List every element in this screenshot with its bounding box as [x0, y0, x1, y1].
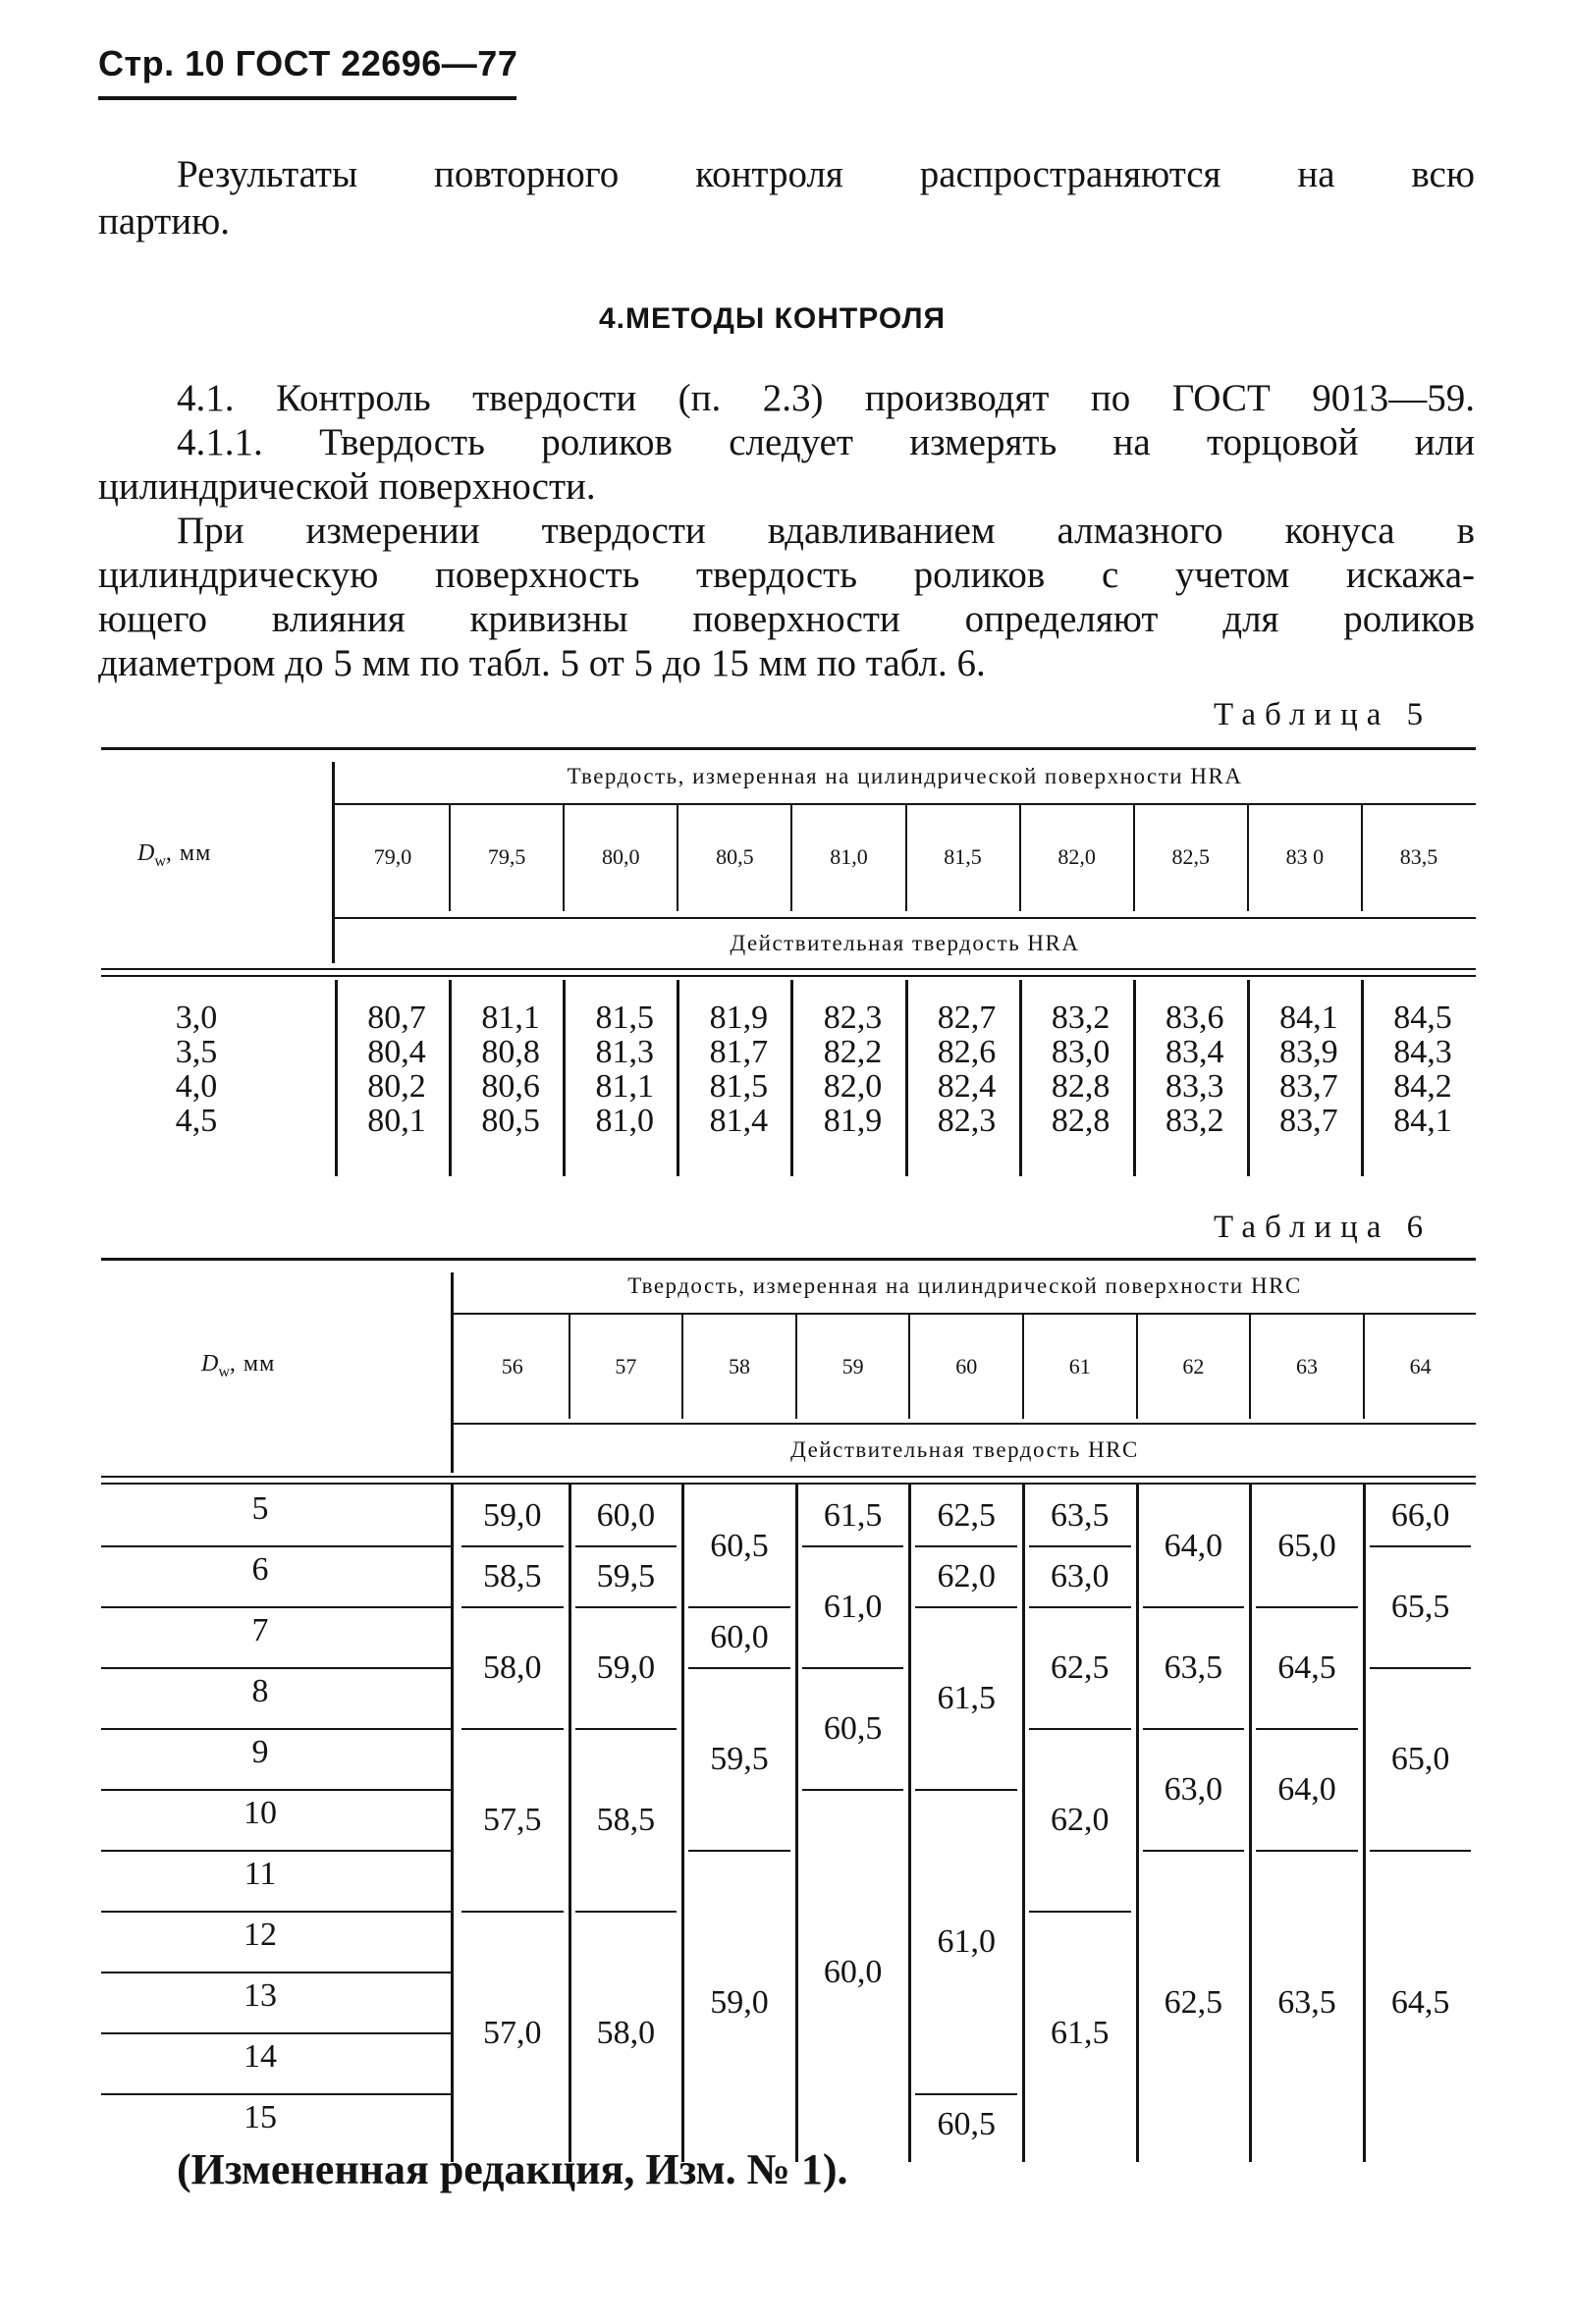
- table6-stub-divider: [451, 1272, 454, 1473]
- table6-group-rule: [575, 1545, 678, 1547]
- table6-header-bottom-rule-b: [101, 1483, 1476, 1485]
- table5-col-header: 82,0: [1057, 844, 1096, 869]
- table5-value-cell: 81,1: [481, 1000, 540, 1036]
- table6-dw-cell: 6: [251, 1551, 269, 1588]
- table6-group-rule: [461, 1606, 564, 1608]
- table6-value-cell: 65,5: [1390, 1589, 1450, 1625]
- table6-group-rule: [1029, 1545, 1131, 1547]
- paragraph-3-line3: ющего влияния кривизны поверхности определяют для роликов: [98, 598, 1475, 640]
- table6-group-rule: [1029, 1606, 1131, 1608]
- table6-dw-cell: 10: [244, 1795, 277, 1831]
- table6-group-rule: [1143, 1728, 1245, 1730]
- table5-col-header: 83 0: [1285, 844, 1325, 869]
- table5-value-cell: 81,1: [595, 1068, 654, 1105]
- table6-col-header: 64: [1409, 1354, 1432, 1378]
- table6-stub-row-rule: [101, 1606, 451, 1608]
- table6-dw-cell: 14: [244, 2038, 277, 2075]
- table6-value-cell: 57,5: [483, 1802, 542, 1838]
- table5-measured-header: Твердость, измеренная на цилиндрической поверхности HRA: [567, 764, 1243, 788]
- table6-body-divider: [1363, 1483, 1366, 2162]
- table5-value-cell: 82,3: [823, 1000, 883, 1036]
- table6-value-cell: 64,5: [1277, 1649, 1336, 1686]
- table6-col-divider: [681, 1315, 683, 1419]
- table6-value-cell: 64,0: [1164, 1528, 1223, 1564]
- table5-caption: Таблица 5: [1214, 697, 1433, 732]
- table6-col-divider: [569, 1315, 570, 1419]
- table6-body-divider: [1249, 1483, 1252, 2162]
- table6-dw-cell: 9: [251, 1734, 269, 1770]
- page-header: Стр. 10 ГОСТ 22696—77: [98, 43, 518, 83]
- paragraph-3-line4: диаметром до 5 мм по табл. 5 от 5 до 15 мм по табл. 6.: [98, 642, 986, 684]
- table6-header-rule-1: [454, 1313, 1476, 1315]
- table6-value-cell: 58,0: [483, 1649, 542, 1686]
- table6-value-cell: 59,0: [596, 1649, 656, 1686]
- table6-group-rule: [1029, 1911, 1131, 1913]
- table6-stub-row-rule: [101, 1545, 451, 1547]
- table5-value-cell: 83,4: [1165, 1034, 1224, 1070]
- table5-value-cell: 82,3: [937, 1103, 997, 1139]
- table6-value-cell: 58,5: [596, 1802, 656, 1838]
- table6-stub-row-rule: [101, 1728, 451, 1730]
- table6-value-cell: 60,0: [823, 1954, 883, 1990]
- table6-col-header: 63: [1295, 1354, 1318, 1378]
- table5-value-cell: 81,7: [709, 1034, 769, 1070]
- table6-value-cell: 60,5: [823, 1710, 883, 1747]
- table6-top-rule: [101, 1258, 1476, 1261]
- table6-col-header: 59: [841, 1354, 864, 1378]
- table6-group-rule: [688, 1667, 790, 1669]
- table5-value-cell: 80,1: [367, 1103, 426, 1139]
- table5-value-cell: 83,3: [1165, 1068, 1224, 1105]
- table6-col-header: 56: [501, 1354, 523, 1378]
- table6-stub-row-rule: [101, 1789, 451, 1791]
- table6-value-cell: 59,5: [710, 1741, 769, 1777]
- table5-value-cell: 81,0: [595, 1103, 654, 1139]
- table6-value-cell: 59,5: [596, 1558, 656, 1594]
- table5-dw-cell: 3,5: [175, 1034, 218, 1070]
- table6-group-rule: [1143, 1606, 1245, 1608]
- table5-value-cell: 81,3: [595, 1034, 654, 1070]
- table6-value-cell: 59,0: [710, 1984, 769, 2021]
- table6-value-cell: 63,0: [1051, 1558, 1110, 1594]
- table6-value-cell: 65,0: [1277, 1528, 1336, 1564]
- table5-value-cell: 82,0: [823, 1068, 883, 1105]
- table5-col-header: 82,5: [1171, 844, 1210, 869]
- table6-group-rule: [1143, 1850, 1245, 1852]
- table6-dw-cell: 11: [244, 1856, 277, 1892]
- table6-group-rule: [1370, 1850, 1472, 1852]
- table6-body-divider: [1136, 1483, 1139, 2162]
- table5-value-cell: 84,3: [1393, 1034, 1452, 1070]
- table5-value-cell: 81,9: [709, 1000, 769, 1036]
- table6-col-header: 57: [615, 1354, 637, 1378]
- table6-group-rule: [1370, 1667, 1472, 1669]
- table6-value-cell: 57,0: [483, 2015, 542, 2051]
- paragraph-3-line2: цилиндрическую поверхность твердость роликов с учетом искажа-: [98, 554, 1475, 596]
- table6-measured-header: Твердость, измеренная на цилиндрической поверхности HRC: [627, 1273, 1302, 1298]
- table5-value-cell: 83,7: [1279, 1068, 1338, 1105]
- table6-dw-cell: 15: [244, 2099, 277, 2135]
- table6-col-divider: [1363, 1315, 1365, 1419]
- table5-col-header: 80,5: [716, 844, 754, 869]
- table6-col-divider: [795, 1315, 797, 1419]
- table6-dw-label: $D_w$, мм: [201, 1351, 276, 1380]
- table6-group-rule: [461, 1545, 564, 1547]
- table6-value-cell: 63,5: [1164, 1649, 1223, 1686]
- table6-group-rule: [1256, 1606, 1358, 1608]
- table6-value-cell: 62,0: [1051, 1802, 1110, 1838]
- table6-group-rule: [915, 1606, 1017, 1608]
- table5-value-cell: 80,2: [367, 1068, 426, 1105]
- table5-value-cell: 80,7: [367, 1000, 426, 1036]
- intro-line-2: партию.: [98, 200, 230, 243]
- table6-value-cell: 64,0: [1277, 1771, 1336, 1808]
- table5-value-cell: 82,6: [937, 1034, 997, 1070]
- table6-value-cell: 60,0: [596, 1497, 656, 1534]
- table6-col-divider: [1022, 1315, 1024, 1419]
- table6-value-cell: 61,5: [823, 1497, 883, 1534]
- table5-value-cell: 84,1: [1279, 1000, 1338, 1036]
- table6-dw-cell: 8: [251, 1673, 269, 1709]
- table5-value-cell: 80,8: [481, 1034, 540, 1070]
- table6-group-rule: [915, 2093, 1017, 2095]
- table6-group-rule: [575, 1911, 678, 1913]
- table5-value-cell: 84,5: [1393, 1000, 1452, 1036]
- table5-dw-cell: 4,5: [175, 1103, 218, 1139]
- table6-value-cell: 66,0: [1390, 1497, 1450, 1534]
- table6-value-cell: 61,5: [1051, 2015, 1110, 2051]
- table5-value-cell: 82,8: [1051, 1068, 1111, 1105]
- table6-body-stub-divider: [451, 1483, 454, 2162]
- table6-value-cell: 61,0: [937, 1923, 996, 1960]
- table6-value-cell: 63,5: [1277, 1984, 1336, 2021]
- table6-group-rule: [688, 1850, 790, 1852]
- table6-group-rule: [575, 1728, 678, 1730]
- paragraph-4-1-1-line1: 4.1.1. Твердость роликов следует измерять на торцовой или: [177, 421, 1475, 463]
- table6-col-divider: [908, 1315, 910, 1419]
- table6-value-cell: 65,0: [1390, 1741, 1450, 1777]
- table5-value-cell: 83,7: [1279, 1103, 1338, 1139]
- table6-group-rule: [802, 1545, 904, 1547]
- table5-dw-cell: 4,0: [175, 1068, 218, 1105]
- table6-group-rule: [575, 1606, 678, 1608]
- table6-col-divider: [1136, 1315, 1138, 1419]
- table5-value-cell: 82,8: [1051, 1103, 1111, 1139]
- table6-group-rule: [461, 1728, 564, 1730]
- table5-col-header: 81,0: [830, 844, 868, 869]
- table5-value-cell: 83,2: [1051, 1000, 1111, 1036]
- table6-col-header: 62: [1182, 1354, 1205, 1378]
- table6-stub-row-rule: [101, 2032, 451, 2034]
- table6-dw-cell: 7: [251, 1612, 269, 1648]
- table6-value-cell: 63,0: [1164, 1771, 1223, 1808]
- table5-dw-cell: 3,0: [175, 1000, 218, 1036]
- table5-value-cell: 81,9: [823, 1103, 883, 1139]
- table5-value-cell: 83,6: [1165, 1000, 1224, 1036]
- table6-dw-cell: 12: [244, 1917, 277, 1953]
- table6-group-rule: [688, 1606, 790, 1608]
- table6-value-cell: 64,5: [1390, 1984, 1450, 2021]
- table6-group-rule: [1370, 1545, 1472, 1547]
- table6-group-rule: [915, 1545, 1017, 1547]
- table6-value-cell: 60,0: [710, 1619, 769, 1655]
- table5-actual-header: Действительная твердость HRA: [730, 931, 1080, 955]
- table6-group-rule: [802, 1789, 904, 1791]
- table5-value-cell: 82,2: [823, 1034, 883, 1070]
- table5-col-header: 81,5: [944, 844, 982, 869]
- table6-dw-cell: 13: [244, 1977, 277, 2014]
- table6-value-cell: 62,0: [937, 1558, 996, 1594]
- table5-dw-label: $D_w$, мм: [137, 840, 212, 870]
- table5-value-cell: 80,5: [481, 1103, 540, 1139]
- table6-value-cell: 61,0: [823, 1589, 883, 1625]
- table6-col-header: 58: [728, 1354, 750, 1378]
- table5-col-header: 79,0: [373, 844, 412, 869]
- table5-col-header: 83,5: [1399, 844, 1438, 869]
- table5-value-cell: 81,5: [709, 1068, 769, 1105]
- table6-value-cell: 60,5: [937, 2106, 996, 2142]
- table5-value-cell: 82,7: [937, 1000, 997, 1036]
- intro-line-1: Результаты повторного контроля распространяются на всю: [177, 153, 1475, 195]
- table6-col-header: 60: [955, 1354, 978, 1378]
- table5-value-cell: 83,0: [1051, 1034, 1111, 1070]
- table5-value-cell: 83,9: [1279, 1034, 1338, 1070]
- table6-header-bottom-rule-a: [101, 1476, 1476, 1478]
- amendment-note: (Измененная редакция, Изм. № 1).: [177, 2145, 848, 2193]
- table6-col-divider: [1249, 1315, 1251, 1419]
- table5-value-cell: 81,5: [595, 1000, 654, 1036]
- table6-value-cell: 58,5: [483, 1558, 542, 1594]
- table5-value-cell: 80,4: [367, 1034, 426, 1070]
- table6-group-rule: [1029, 1728, 1131, 1730]
- table5-value-cell: 82,4: [937, 1068, 997, 1105]
- table6-value-cell: 59,0: [483, 1497, 542, 1534]
- table6-value-cell: 61,5: [937, 1680, 996, 1716]
- table6-stub-row-rule: [101, 2093, 451, 2095]
- table6-value-cell: 60,5: [710, 1528, 769, 1564]
- paragraph-4-1-1-line2: цилиндрической поверхности.: [98, 465, 596, 508]
- table6-group-rule: [461, 1911, 564, 1913]
- table6-body-divider: [795, 1483, 798, 2162]
- table6-stub-row-rule: [101, 1667, 451, 1669]
- paragraph-4-1: 4.1. Контроль твердости (п. 2.3) производят по ГОСТ 9013—59.: [177, 377, 1475, 419]
- table5-value-cell: 80,6: [481, 1068, 540, 1105]
- table6-body-divider: [681, 1483, 684, 2162]
- table6-value-cell: 62,5: [1051, 1649, 1110, 1686]
- table6-value-cell: 62,5: [1164, 1984, 1223, 2021]
- table6-group-rule: [1256, 1728, 1358, 1730]
- table6-group-rule: [802, 1667, 904, 1669]
- table6-group-rule: [1256, 1850, 1358, 1852]
- table5-value-cell: 84,2: [1393, 1068, 1452, 1105]
- table6-value-cell: 62,5: [937, 1497, 996, 1534]
- table6-stub-row-rule: [101, 1911, 451, 1913]
- paragraph-3-line1: При измерении твердости вдавливанием алмазного конуса в: [177, 510, 1475, 552]
- table5-value-cell: 81,4: [709, 1103, 769, 1139]
- table5-value-cell: 83,2: [1165, 1103, 1224, 1139]
- table6-stub-row-rule: [101, 1972, 451, 1973]
- table6-group-rule: [915, 1789, 1017, 1791]
- table5-col-header: 80,0: [601, 844, 640, 869]
- table6-header-rule-2: [454, 1423, 1476, 1425]
- table6-actual-header: Действительная твердость HRC: [790, 1437, 1139, 1462]
- section-title: 4.МЕТОДЫ КОНТРОЛЯ: [599, 302, 947, 335]
- table5-col-header: 79,5: [487, 844, 526, 869]
- table6-dw-cell: 5: [251, 1490, 269, 1527]
- table6-caption: Таблица 6: [1214, 1210, 1433, 1245]
- table5-value-cell: 84,1: [1393, 1103, 1452, 1139]
- table6-col-header: 61: [1068, 1354, 1091, 1378]
- table6-value-cell: 63,5: [1051, 1497, 1110, 1534]
- table6-stub-row-rule: [101, 1850, 451, 1852]
- table6-value-cell: 58,0: [596, 2015, 656, 2051]
